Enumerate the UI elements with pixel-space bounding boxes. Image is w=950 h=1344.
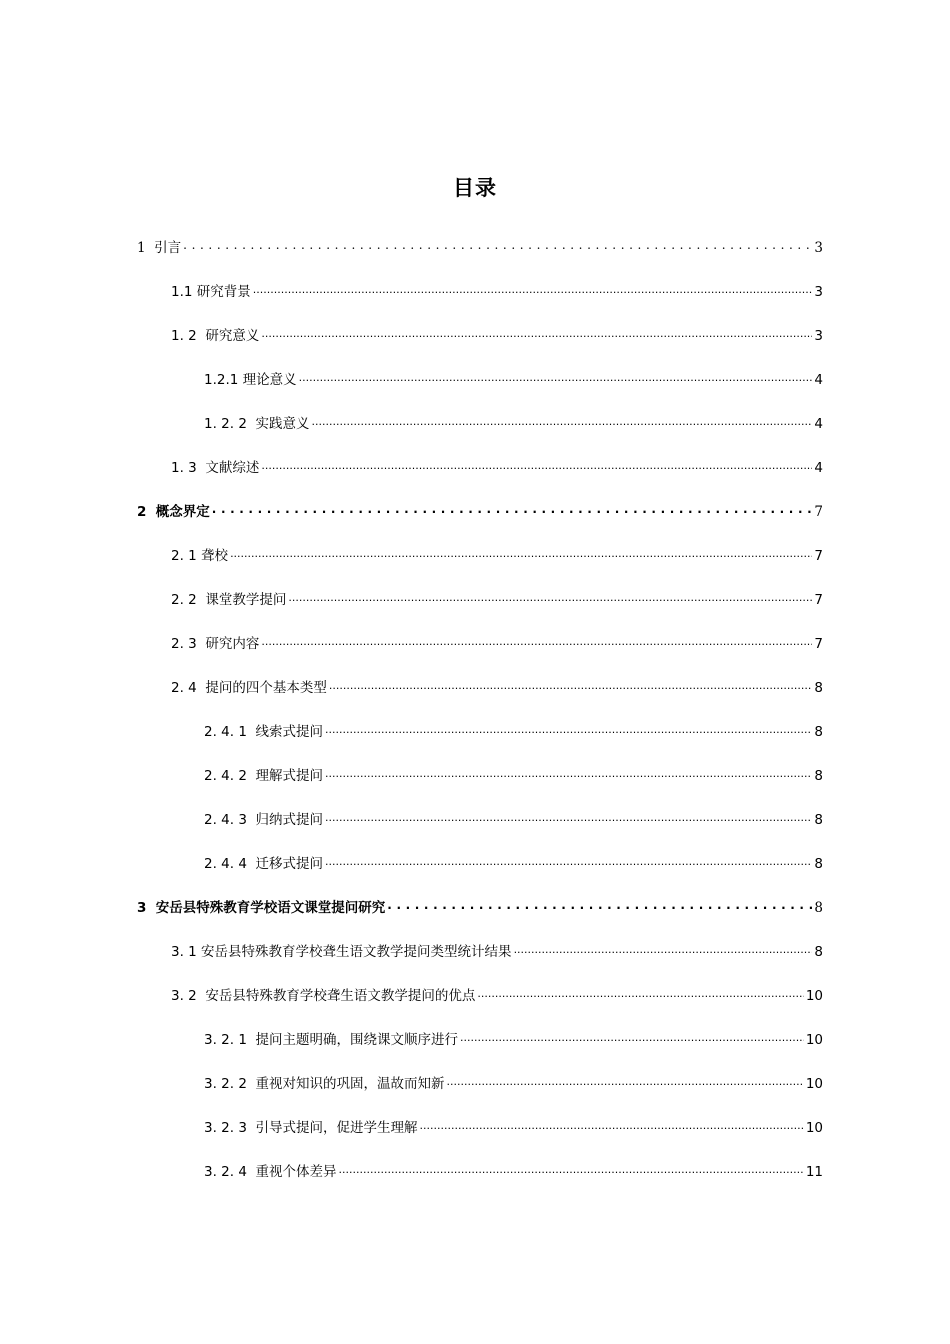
toc-entry[interactable] [171,674,823,696]
toc-entry-label: 1. 2. 2 实践意义 [204,416,310,432]
dot-leader [420,1117,804,1133]
toc-entry-page: 8 [814,724,823,740]
toc-entry-page: 7 [814,636,823,652]
toc-entry-label: 2 概念界定 [137,504,210,520]
toc-entry-label: 2. 4. 3 归纳式提问 [204,812,324,828]
dot-leader [212,501,813,517]
toc-entry-label: 3. 2. 2 重视对知识的巩固，温故而知新 [204,1076,445,1092]
dot-leader [339,1161,804,1177]
toc-entry-label: 3. 2. 1 提问主题明确，围绕课文顺序进行 [204,1032,459,1048]
dot-leader [447,1073,804,1089]
dot-leader [299,369,813,385]
toc-entry[interactable] [171,454,823,476]
toc-entry[interactable] [171,938,823,960]
toc-entry-label: 3. 1 安岳县特殊教育学校聋生语文教学提问类型统计结果 [171,944,512,960]
toc-entry-page: 10 [805,1076,823,1092]
toc-entry-page: 3 [814,284,823,300]
dot-leader [261,457,812,473]
dot-leader [460,1029,804,1045]
toc-entry-label: 2. 1 聋校 [171,548,229,564]
dot-leader [183,237,812,253]
dot-leader [514,941,813,957]
dot-leader [387,897,812,913]
toc-entry-page: 4 [814,460,823,476]
toc-entry-label: 3. 2. 4 重视个体差异 [204,1164,337,1180]
toc-entry[interactable] [171,630,823,652]
toc-entry[interactable] [204,718,823,740]
toc-entry-label: 3 安岳县特殊教育学校语文课堂提问研究 [137,900,386,916]
toc-entry-label: 2. 4. 2 理解式提问 [204,768,324,784]
toc-entry-page: 3 [814,328,823,344]
toc-entry-page: 10 [805,1032,823,1048]
dot-leader [261,325,812,341]
dot-leader [329,677,813,693]
toc-entry[interactable] [204,1070,823,1092]
dot-leader [325,765,812,781]
toc-entry-label: 1. 3 文献综述 [171,460,260,476]
toc-entry-page: 8 [814,900,823,916]
toc-entry[interactable] [137,234,823,256]
toc-title: 目录 [453,176,497,200]
toc-entry-page: 10 [805,988,823,1004]
toc-entry-label: 2. 4. 1 线索式提问 [204,724,324,740]
dot-leader [477,985,803,1001]
toc-entry-page: 8 [814,680,823,696]
toc-entry-label: 1.2.1 理论意义 [204,372,297,388]
toc-entry-label: 2. 3 研究内容 [171,636,260,652]
toc-entry-label: 1.1 研究背景 [171,284,251,300]
toc-entry[interactable] [171,322,823,344]
toc-entry[interactable] [171,982,823,1004]
toc-entry[interactable] [204,850,823,872]
toc-entry-label: 2. 2 课堂教学提问 [171,592,287,608]
toc-entry-label: 3. 2. 3 引导式提问，促进学生理解 [204,1120,418,1136]
dot-leader [325,721,812,737]
toc-entry-page: 4 [814,416,823,432]
toc-entry[interactable] [204,762,823,784]
toc-entry-page: 8 [814,768,823,784]
toc-entry-page: 10 [805,1120,823,1136]
toc-entry[interactable] [204,1158,823,1180]
dot-leader [312,413,813,429]
toc-entry[interactable] [137,894,823,916]
toc-entry-page: 8 [814,944,823,960]
toc-entry-label: 3. 2 安岳县特殊教育学校聋生语文教学提问的优点 [171,988,476,1004]
dot-leader [288,589,812,605]
toc-entry-page: 7 [814,504,823,520]
dot-leader [325,809,812,825]
toc-entry-label: 1 引言 [137,240,182,256]
toc-entry-page: 7 [814,592,823,608]
toc-entry-page: 8 [814,856,823,872]
toc-entry-page: 11 [805,1164,823,1180]
toc-entry-page: 3 [814,240,823,256]
toc-entry[interactable] [171,278,823,300]
toc-entry[interactable] [204,1026,823,1048]
toc-entry[interactable] [204,1114,823,1136]
toc-entry[interactable] [204,410,823,432]
toc-entry[interactable] [204,806,823,828]
dot-leader [261,633,812,649]
toc-entry[interactable] [171,586,823,608]
toc-entry[interactable] [204,366,823,388]
dot-leader [253,281,813,297]
toc-entry-label: 2. 4. 4 迁移式提问 [204,856,324,872]
toc-entry-label: 2. 4 提问的四个基本类型 [171,680,327,696]
toc-entry-page: 8 [814,812,823,828]
toc-entry[interactable] [171,542,823,564]
toc-entry[interactable] [137,498,823,520]
dot-leader [325,853,812,869]
dot-leader [230,545,812,561]
toc-entry-label: 1. 2 研究意义 [171,328,260,344]
toc-entry-page: 7 [814,548,823,564]
toc-entry-page: 4 [814,372,823,388]
